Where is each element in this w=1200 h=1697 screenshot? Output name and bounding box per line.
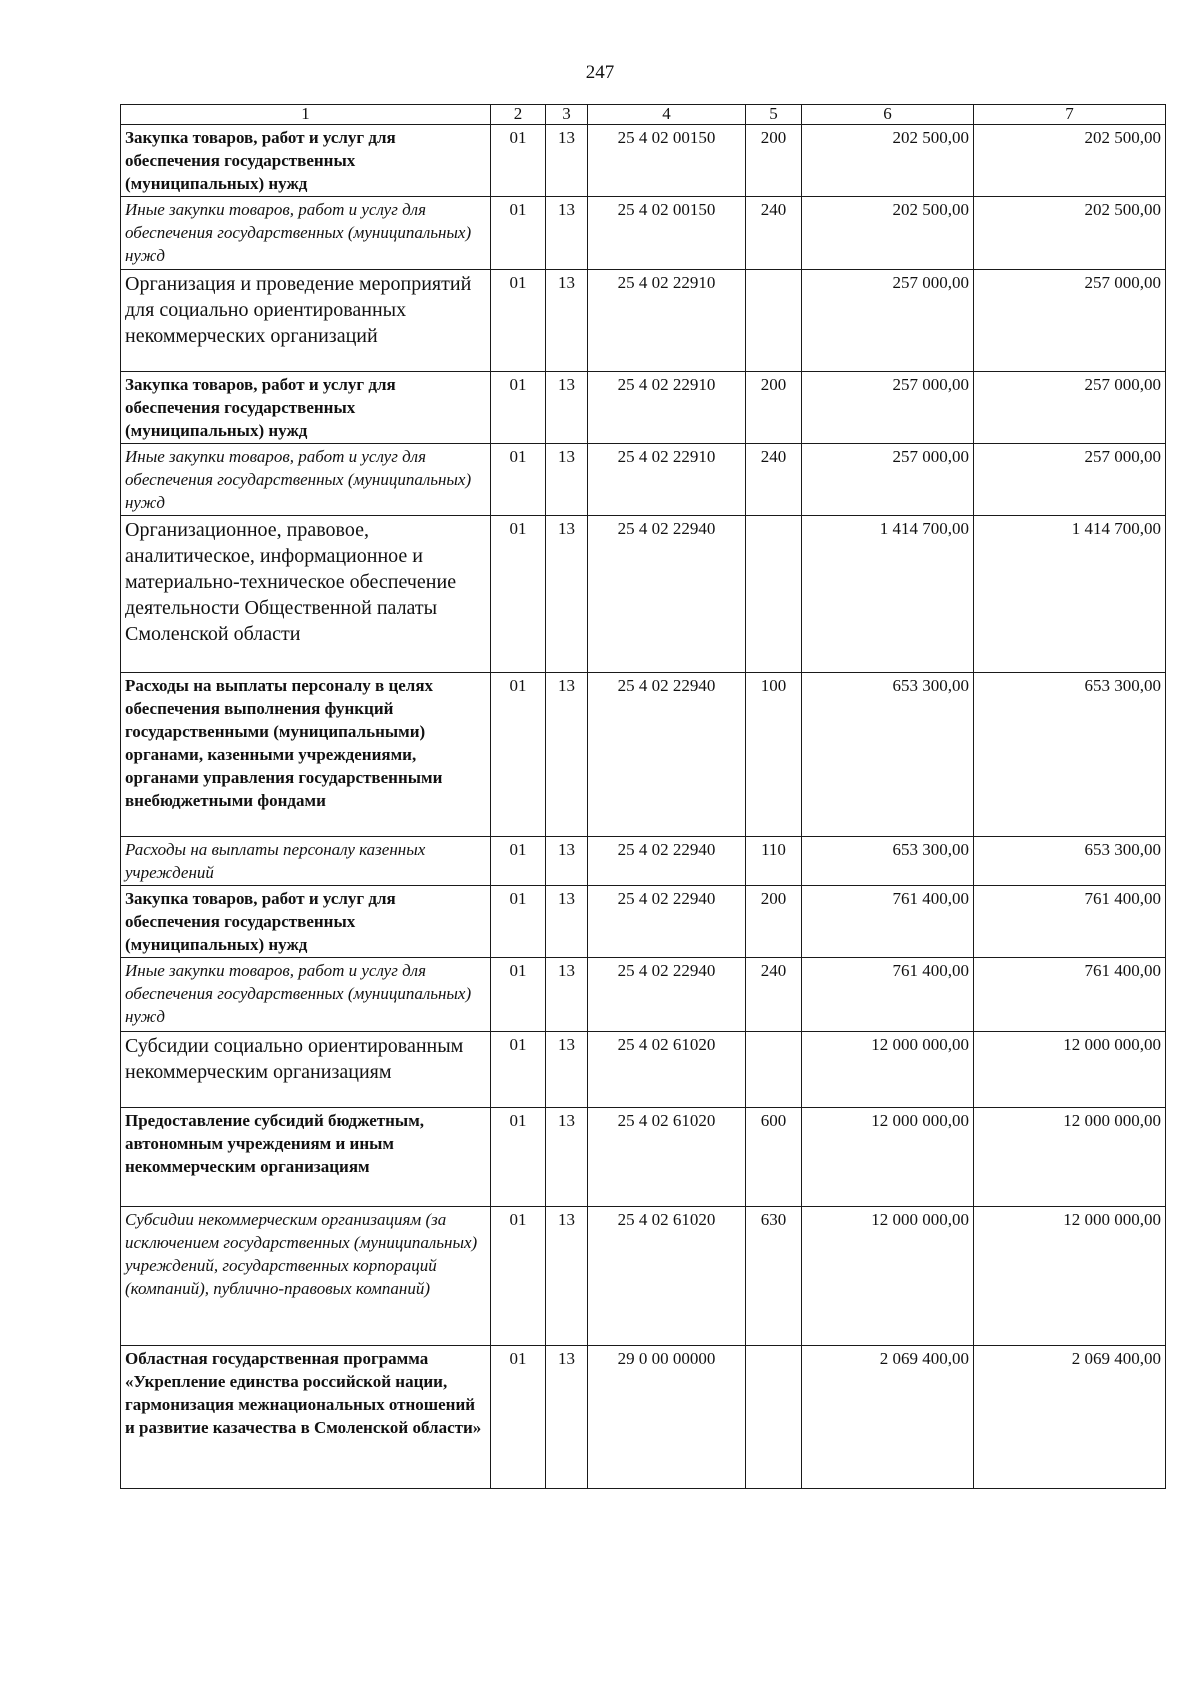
row-amount-2: 761 400,00 (974, 958, 1166, 1032)
row-subsection: 13 (546, 1032, 588, 1108)
row-expense-type: 200 (746, 886, 802, 958)
row-subsection: 13 (546, 1346, 588, 1489)
row-amount-2: 257 000,00 (974, 372, 1166, 444)
row-name: Организация и проведение мероприятий для социально ориентированных некоммерческих организаций (121, 270, 491, 372)
row-subsection: 13 (546, 197, 588, 270)
table-row (121, 197, 1166, 270)
row-expense-type (746, 270, 802, 372)
row-section: 01 (491, 125, 546, 197)
row-target-article: 25 4 02 22910 (588, 444, 746, 516)
row-amount-1: 12 000 000,00 (802, 1032, 974, 1108)
row-section: 01 (491, 516, 546, 673)
row-expense-type: 240 (746, 958, 802, 1032)
row-section: 01 (491, 673, 546, 837)
row-expense-type: 200 (746, 372, 802, 444)
table-row (121, 444, 1166, 516)
row-section: 01 (491, 1207, 546, 1346)
row-amount-1: 1 414 700,00 (802, 516, 974, 673)
table-row (121, 125, 1166, 197)
column-header-7: 7 (974, 105, 1166, 125)
row-section: 01 (491, 1032, 546, 1108)
row-amount-1: 2 069 400,00 (802, 1346, 974, 1489)
table-row (121, 516, 1166, 673)
row-amount-1: 761 400,00 (802, 886, 974, 958)
row-target-article: 25 4 02 61020 (588, 1207, 746, 1346)
row-amount-2: 202 500,00 (974, 197, 1166, 270)
row-name: Закупка товаров, работ и услуг для обеспечения государственных (муниципальных) нужд (121, 372, 491, 444)
row-expense-type: 600 (746, 1108, 802, 1207)
table-header (121, 105, 1166, 125)
column-header-3: 3 (546, 105, 588, 125)
table-row (121, 1032, 1166, 1108)
column-header-4: 4 (588, 105, 746, 125)
row-name: Субсидии социально ориентированным некоммерческим организациям (121, 1032, 491, 1108)
table-body (121, 125, 1166, 1489)
row-amount-1: 257 000,00 (802, 444, 974, 516)
row-name: Расходы на выплаты персоналу в целях обеспечения выполнения функций государственными (муниципальными) органами, казенными учреждениями, органами управления государственными внебюджетными фондами (121, 673, 491, 837)
row-amount-1: 257 000,00 (802, 372, 974, 444)
row-amount-1: 761 400,00 (802, 958, 974, 1032)
row-target-article: 25 4 02 22940 (588, 886, 746, 958)
row-target-article: 25 4 02 22940 (588, 516, 746, 673)
row-amount-1: 12 000 000,00 (802, 1207, 974, 1346)
row-expense-type (746, 516, 802, 673)
table-row (121, 673, 1166, 837)
row-amount-2: 257 000,00 (974, 270, 1166, 372)
row-amount-2: 12 000 000,00 (974, 1108, 1166, 1207)
row-amount-2: 2 069 400,00 (974, 1346, 1166, 1489)
row-expense-type (746, 1346, 802, 1489)
row-expense-type: 110 (746, 837, 802, 886)
row-amount-2: 1 414 700,00 (974, 516, 1166, 673)
column-header-1: 1 (121, 105, 491, 125)
row-section: 01 (491, 958, 546, 1032)
row-amount-2: 761 400,00 (974, 886, 1166, 958)
row-name: Закупка товаров, работ и услуг для обеспечения государственных (муниципальных) нужд (121, 886, 491, 958)
row-amount-2: 12 000 000,00 (974, 1207, 1166, 1346)
table-row (121, 270, 1166, 372)
row-subsection: 13 (546, 837, 588, 886)
row-target-article: 25 4 02 61020 (588, 1108, 746, 1207)
row-subsection: 13 (546, 270, 588, 372)
row-target-article: 25 4 02 22940 (588, 958, 746, 1032)
row-section: 01 (491, 886, 546, 958)
row-subsection: 13 (546, 886, 588, 958)
row-name: Иные закупки товаров, работ и услуг для обеспечения государственных (муниципальных) нужд (121, 197, 491, 270)
row-amount-1: 12 000 000,00 (802, 1108, 974, 1207)
row-name: Иные закупки товаров, работ и услуг для обеспечения государственных (муниципальных) нужд (121, 444, 491, 516)
row-name: Областная государственная программа «Укрепление единства российской нации, гармонизация межнациональных отношений и развитие казачества в Смоленской области» (121, 1346, 491, 1489)
table-row (121, 1207, 1166, 1346)
header-row (121, 105, 1166, 125)
row-amount-2: 12 000 000,00 (974, 1032, 1166, 1108)
row-expense-type: 240 (746, 444, 802, 516)
row-subsection: 13 (546, 673, 588, 837)
row-target-article: 25 4 02 22940 (588, 837, 746, 886)
column-header-6: 6 (802, 105, 974, 125)
row-section: 01 (491, 444, 546, 516)
row-target-article: 25 4 02 00150 (588, 197, 746, 270)
row-section: 01 (491, 372, 546, 444)
row-amount-2: 202 500,00 (974, 125, 1166, 197)
row-section: 01 (491, 1346, 546, 1489)
row-subsection: 13 (546, 958, 588, 1032)
row-amount-1: 202 500,00 (802, 125, 974, 197)
row-amount-1: 653 300,00 (802, 673, 974, 837)
row-name: Организационное, правовое, аналитическое, информационное и материально-техническое обеспечение деятельности Общественной палаты Смоленской области (121, 516, 491, 673)
column-header-5: 5 (746, 105, 802, 125)
row-amount-1: 257 000,00 (802, 270, 974, 372)
page-number: 247 (585, 62, 615, 83)
row-amount-2: 653 300,00 (974, 673, 1166, 837)
row-subsection: 13 (546, 372, 588, 444)
row-target-article: 29 0 00 00000 (588, 1346, 746, 1489)
row-subsection: 13 (546, 444, 588, 516)
row-target-article: 25 4 02 22910 (588, 270, 746, 372)
row-subsection: 13 (546, 125, 588, 197)
row-name: Предоставление субсидий бюджетным, автономным учреждениям и иным некоммерческим организациям (121, 1108, 491, 1207)
row-name: Иные закупки товаров, работ и услуг для обеспечения государственных (муниципальных) нужд (121, 958, 491, 1032)
table-row (121, 372, 1166, 444)
row-name: Расходы на выплаты персоналу казенных учреждений (121, 837, 491, 886)
row-target-article: 25 4 02 22940 (588, 673, 746, 837)
row-section: 01 (491, 197, 546, 270)
row-section: 01 (491, 837, 546, 886)
row-section: 01 (491, 270, 546, 372)
row-subsection: 13 (546, 1108, 588, 1207)
row-name: Субсидии некоммерческим организациям (за исключением государственных (муниципальных) учреждений, государственных корпораций (компаний), публично-правовых компаний) (121, 1207, 491, 1346)
table-row (121, 886, 1166, 958)
column-header-2: 2 (491, 105, 546, 125)
row-target-article: 25 4 02 00150 (588, 125, 746, 197)
row-expense-type (746, 1032, 802, 1108)
table-row (121, 837, 1166, 886)
row-expense-type: 240 (746, 197, 802, 270)
row-target-article: 25 4 02 61020 (588, 1032, 746, 1108)
row-section: 01 (491, 1108, 546, 1207)
row-subsection: 13 (546, 516, 588, 673)
table-row (121, 1108, 1166, 1207)
table-row (121, 1346, 1166, 1489)
row-amount-1: 202 500,00 (802, 197, 974, 270)
row-amount-1: 653 300,00 (802, 837, 974, 886)
row-subsection: 13 (546, 1207, 588, 1346)
table-row (121, 958, 1166, 1032)
row-name: Закупка товаров, работ и услуг для обеспечения государственных (муниципальных) нужд (121, 125, 491, 197)
row-expense-type: 200 (746, 125, 802, 197)
row-expense-type: 100 (746, 673, 802, 837)
row-expense-type: 630 (746, 1207, 802, 1346)
row-target-article: 25 4 02 22910 (588, 372, 746, 444)
budget-table (120, 104, 1166, 1489)
row-amount-2: 257 000,00 (974, 444, 1166, 516)
row-amount-2: 653 300,00 (974, 837, 1166, 886)
